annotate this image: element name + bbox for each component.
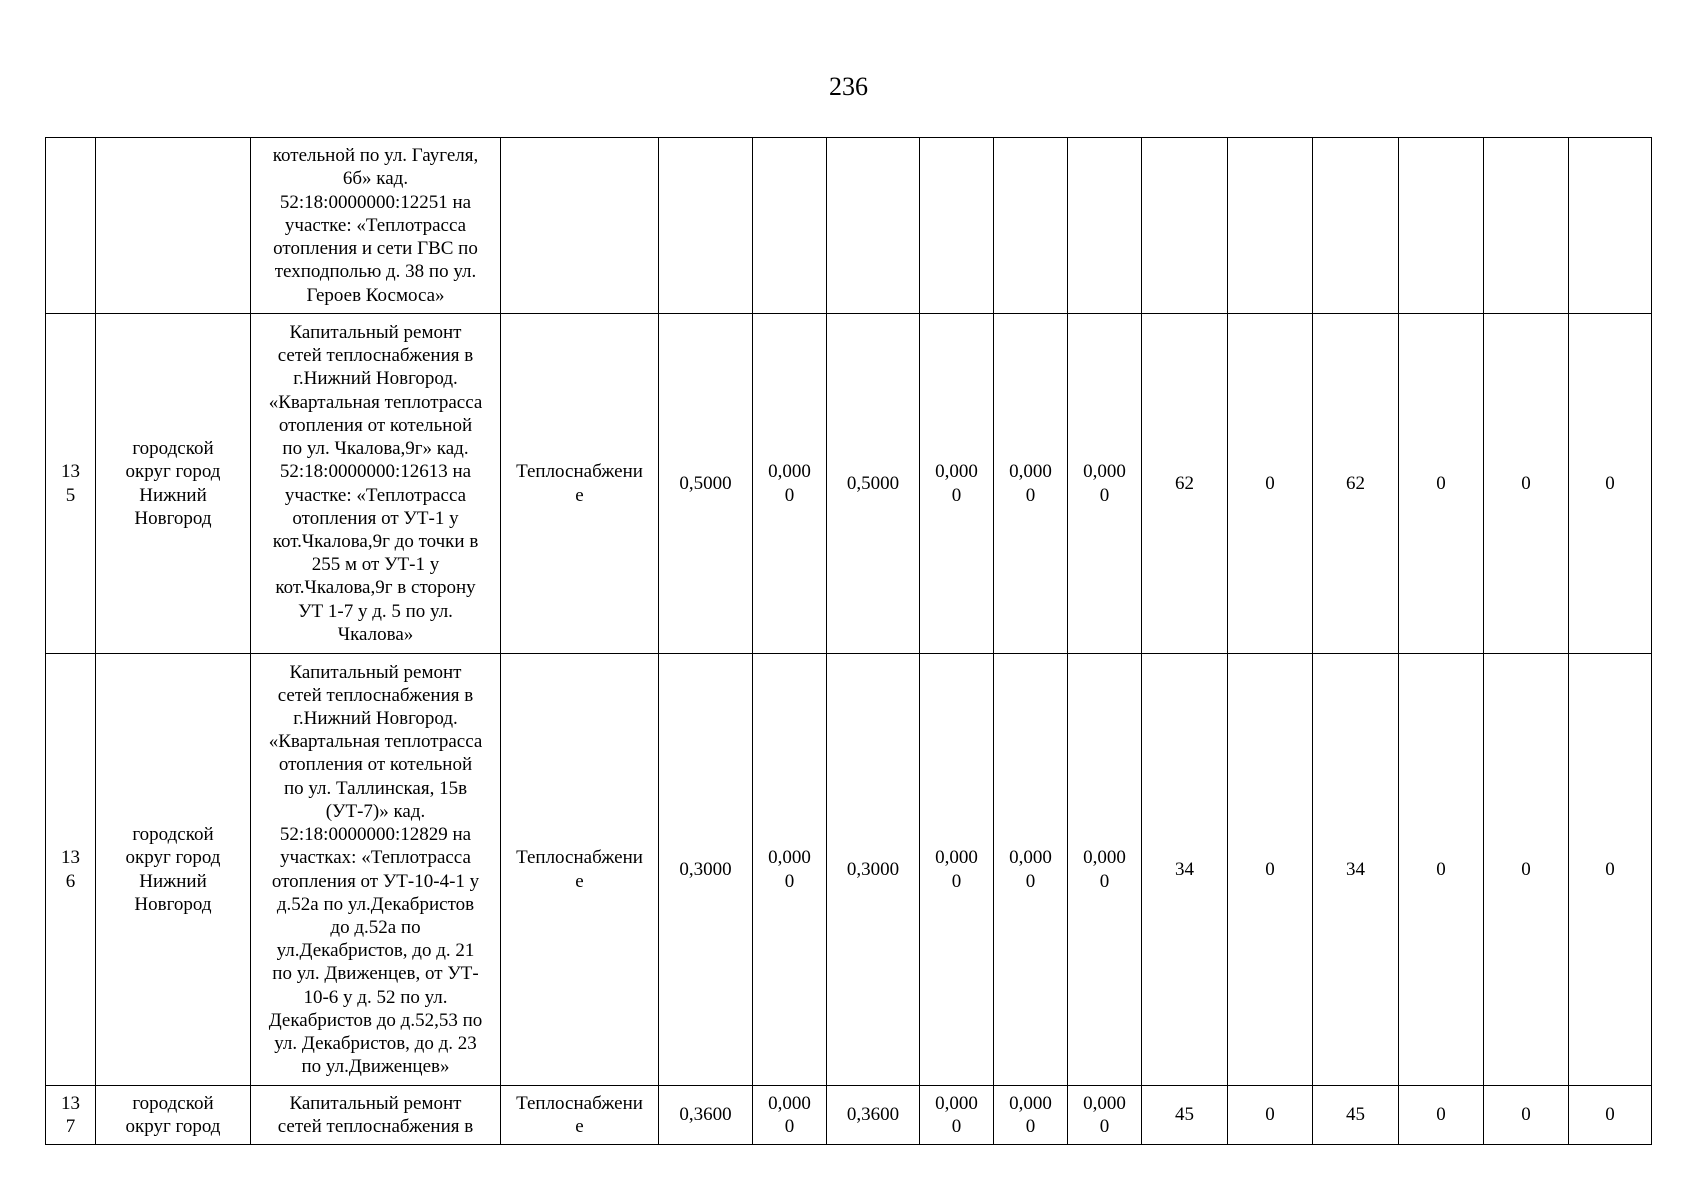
value-cell: 0,000 0 [753, 314, 827, 654]
municipality-cell: городской округ город Нижний Новгород [96, 654, 251, 1086]
value-cell: 0,000 0 [994, 314, 1068, 654]
value-cell: 62 [1313, 314, 1399, 654]
value-cell: 0,000 0 [753, 1086, 827, 1145]
value-cell [1484, 138, 1569, 314]
table-row [46, 138, 1652, 314]
value-cell: 0,000 0 [920, 654, 994, 1086]
row-number-cell: 13 6 [46, 654, 96, 1086]
value-cell: 0,000 0 [920, 1086, 994, 1145]
value-cell: 0 [1228, 654, 1313, 1086]
value-cell [1142, 138, 1228, 314]
description-cell: Капитальный ремонт сетей теплоснабжения в [251, 1086, 501, 1145]
value-cell [827, 138, 920, 314]
value-cell [920, 138, 994, 314]
value-cell: 34 [1313, 654, 1399, 1086]
value-cell: 0,000 0 [994, 654, 1068, 1086]
value-cell: 0 [1399, 314, 1484, 654]
value-cell: 0,000 0 [920, 314, 994, 654]
value-cell: 0,000 0 [1068, 314, 1142, 654]
page-number: 236 [829, 72, 868, 101]
resource-cell: Теплоснабжени е [501, 314, 659, 654]
value-cell [1068, 138, 1142, 314]
value-cell: 0 [1484, 314, 1569, 654]
value-cell: 0 [1228, 1086, 1313, 1145]
value-cell: 45 [1142, 1086, 1228, 1145]
value-cell [994, 138, 1068, 314]
value-cell: 0 [1569, 314, 1652, 654]
municipality-cell: городской округ город Нижний Новгород [96, 314, 251, 654]
value-cell: 0,000 0 [753, 654, 827, 1086]
description-cell: котельной по ул. Гаугеля, 6б» кад. 52:18:0000000:12251 на участке: «Теплотрасса отопления и сети ГВС по техподполью д. 38 по ул. Героев Космоса» [251, 138, 501, 314]
value-cell [659, 138, 753, 314]
value-cell: 0,000 0 [1068, 1086, 1142, 1145]
value-cell: 0,3000 [659, 654, 753, 1086]
row-number-cell: 13 7 [46, 1086, 96, 1145]
capital-repair-table [45, 137, 1652, 1145]
value-cell [1399, 138, 1484, 314]
resource-cell: Теплоснабжени е [501, 654, 659, 1086]
description-cell: Капитальный ремонт сетей теплоснабжения в г.Нижний Новгород. «Квартальная теплотрасса отопления от котельной по ул. Таллинская, 15в (УТ-7)» кад. 52:18:0000000:12829 на участках: «Теплотрасса отопления от УТ-10-4-1 у д.52а по ул.Декабристов до д.52а по ул.Декабристов, до д. 21 по ул. Движенцев, от УТ- 10-6 у д. 52 по ул. Декабристов до д.52,53 по ул. Декабристов, до д. 23 по ул.Движенцев» [251, 654, 501, 1086]
value-cell: 0,3600 [827, 1086, 920, 1145]
table-row [46, 654, 1652, 1086]
value-cell [1313, 138, 1399, 314]
description-cell: Капитальный ремонт сетей теплоснабжения в г.Нижний Новгород. «Квартальная теплотрасса отопления от котельной по ул. Чкалова,9г» кад. 52:18:0000000:12613 на участке: «Теплотрасса отопления от УТ-1 у кот.Чкалова,9г до точки в 255 м от УТ-1 у кот.Чкалова,9г в сторону УТ 1-7 у д. 5 по ул. Чкалова» [251, 314, 501, 654]
value-cell [1228, 138, 1313, 314]
value-cell: 62 [1142, 314, 1228, 654]
resource-cell [501, 138, 659, 314]
value-cell: 0 [1484, 654, 1569, 1086]
value-cell: 0 [1399, 654, 1484, 1086]
value-cell: 34 [1142, 654, 1228, 1086]
municipality-cell [96, 138, 251, 314]
table-row [46, 314, 1652, 654]
table-body [46, 138, 1652, 1145]
value-cell: 0,5000 [827, 314, 920, 654]
value-cell: 0,3600 [659, 1086, 753, 1145]
row-number-cell [46, 138, 96, 314]
value-cell: 0,000 0 [1068, 654, 1142, 1086]
value-cell: 45 [1313, 1086, 1399, 1145]
value-cell: 0 [1569, 1086, 1652, 1145]
value-cell: 0,000 0 [994, 1086, 1068, 1145]
table-row [46, 1086, 1652, 1145]
municipality-cell: городской округ город [96, 1086, 251, 1145]
resource-cell: Теплоснабжени е [501, 1086, 659, 1145]
value-cell [753, 138, 827, 314]
value-cell: 0 [1399, 1086, 1484, 1145]
value-cell: 0,5000 [659, 314, 753, 654]
value-cell: 0 [1228, 314, 1313, 654]
value-cell: 0,3000 [827, 654, 920, 1086]
value-cell [1569, 138, 1652, 314]
value-cell: 0 [1569, 654, 1652, 1086]
value-cell: 0 [1484, 1086, 1569, 1145]
row-number-cell: 13 5 [46, 314, 96, 654]
